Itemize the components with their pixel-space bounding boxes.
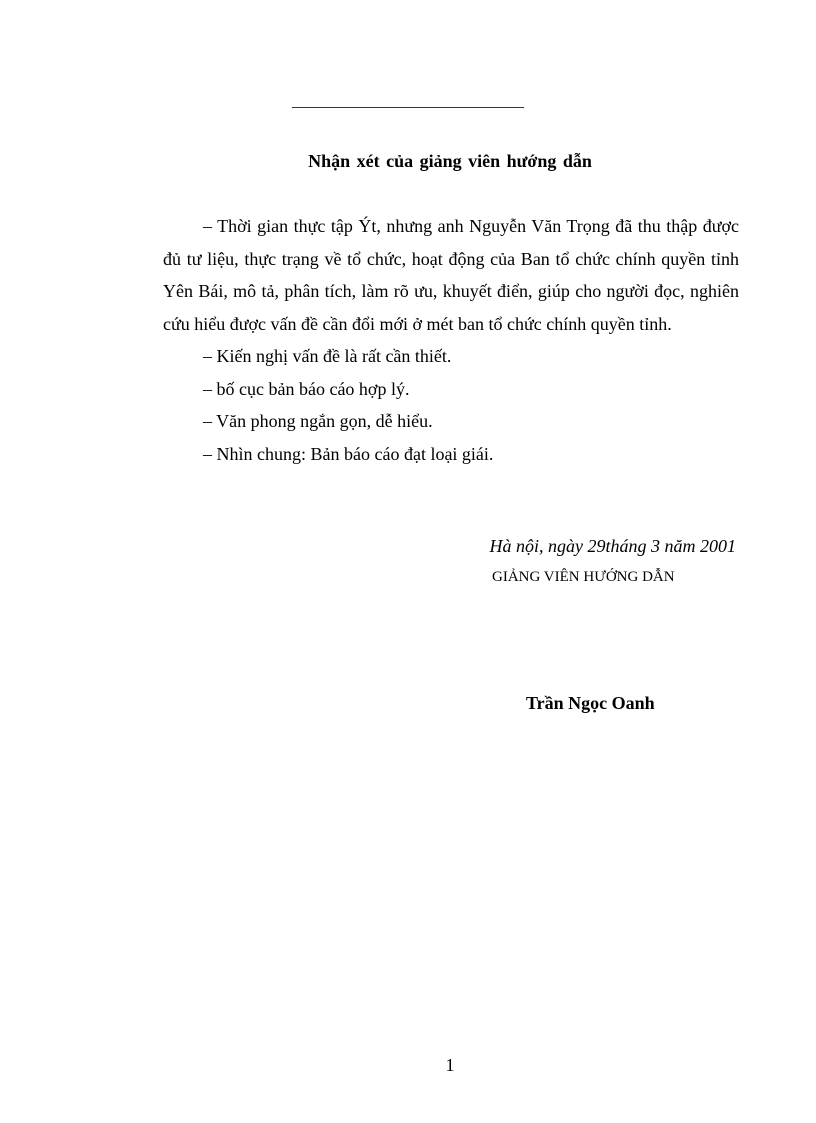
signature-name: Trần Ngọc Oanh [526, 693, 655, 713]
signature-role: GIẢNG VIÊN HƯỚNG DẪN [492, 569, 675, 585]
review-item-2: – bố cục bản báo cáo hợp lý. [203, 378, 410, 399]
review-paragraph: – Thời gian thực tập Ýt, nhưng anh Nguyễn Văn Trọng đã thu thập được đủ tư liệu, thực trạng về tổ chức, hoạt động của Ban tổ chức chính quyền tỉnh Yên Bái, mô tả, phân tích, làm rõ ưu, khuyết điển, giúp cho người đọc, nghiên cứu hiểu được vấn đề cần đổi mới ở mét ban tổ chức chính quyền tỉnh. [163, 216, 739, 334]
review-item-1: – Kiến nghị vấn đề là rất cần thiết. [203, 346, 452, 366]
page-title: Nhận xét của giảng viên hướng dẫn [308, 151, 592, 171]
review-body [163, 210, 739, 470]
page-number: 1 [445, 1055, 455, 1075]
top-divider: _____________________________ [292, 93, 524, 110]
signature-date: Hà nội, ngày 29tháng 3 năm 2001 [489, 536, 736, 556]
review-item-3: – Văn phong ngắn gọn, dễ hiểu. [203, 411, 433, 431]
review-item-4: – Nhìn chung: Bản báo cáo đạt loại giái. [203, 443, 494, 464]
